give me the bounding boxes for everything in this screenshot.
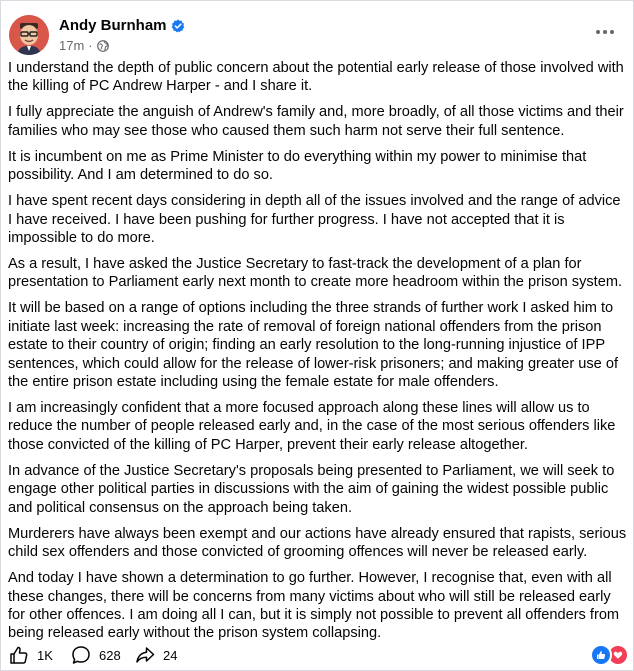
share-arrow-icon xyxy=(135,645,155,665)
post-paragraph: I am increasingly confident that a more focused approach along these lines will allow us to reduce the number of people released early and, in the case of the most serious offenders like those convicted of the killing of PC Harper, prevent their early release altogether. xyxy=(8,400,616,453)
author-name-text[interactable]: Andy Burnham xyxy=(59,17,167,34)
post-body xyxy=(8,59,628,650)
post-paragraph: I fully appreciate the anguish of Andrew's family and, more broadly, of all those victims and their families who may see those who caused them such harm not serve their full sentence. xyxy=(8,104,624,139)
post-paragraph: In advance of the Justice Secretary's proposals being presented to Parliament, we will seek to engage other political parties in discussions with the aim of gaining the widest possible public and political consensus on the approach being taken. xyxy=(8,462,615,516)
post-paragraph: As a result, I have asked the Justice Secretary to fast-track the development of a plan for presentation to Parliament early next month to create more headroom within the prison system. xyxy=(8,256,623,291)
comment-button[interactable] xyxy=(71,645,121,665)
timestamp[interactable]: 17m xyxy=(59,38,85,53)
reaction-summary[interactable] xyxy=(590,644,629,666)
author-name[interactable] xyxy=(59,17,185,34)
meta-separator: · xyxy=(88,38,93,53)
post-footer xyxy=(1,641,634,669)
post-paragraph: It is incumbent on me as Prime Minister to do everything within my power to minimise that possibility. And I am determined to do so. xyxy=(8,148,587,184)
thumbs-up-icon xyxy=(9,645,29,665)
avatar[interactable] xyxy=(9,15,49,55)
post-paragraph: I understand the depth of public concern about the potential early release of those involved with the killing of PC Andrew Harper - and I share it. xyxy=(8,60,624,95)
comment-count: 628 xyxy=(99,647,121,663)
like-count: 1K xyxy=(37,647,53,663)
like-reaction-icon xyxy=(590,644,612,666)
post-meta xyxy=(59,38,109,53)
verified-badge-icon xyxy=(171,19,185,33)
post-paragraph: And today I have shown a determination to go further. However, I recognise that, even with all these changes, there will be concerns from many victims about who will still be released early for other offences. I am doing all I can, but it is simply not possible to prevent all offenders from being released early without the prison system collapsing. xyxy=(8,570,620,642)
more-options-button[interactable] xyxy=(593,23,617,43)
globe-icon xyxy=(97,40,109,52)
share-count: 24 xyxy=(163,647,178,663)
comment-bubble-icon xyxy=(71,645,91,665)
post-paragraph: It will be based on a range of options including the three strands of further work I asked him to initiate last week: increasing the rate of removal of foreign national offenders from the prison estate to their country of origin; finding an early resolution to the long-running injustice of IPP sentences, which could allow for the release of lower-risk prisoners; and making greater use of the entire prison estate including using the female estate for male offenders. xyxy=(8,300,618,391)
more-dots-icon xyxy=(595,29,615,35)
like-button[interactable] xyxy=(9,645,53,665)
post-header xyxy=(9,15,627,55)
post-paragraph: Murderers have always been exempt and our actions have already ensured that rapists, serious child sex offenders and those convicted of grooming offences will never be released early. xyxy=(8,525,627,561)
share-button[interactable] xyxy=(135,645,177,665)
post-paragraph: I have spent recent days considering in depth all of the issues involved and the range of advice I have received. I have been pushing for further progress. I have not accepted that it is impossible to do more. xyxy=(8,193,621,247)
